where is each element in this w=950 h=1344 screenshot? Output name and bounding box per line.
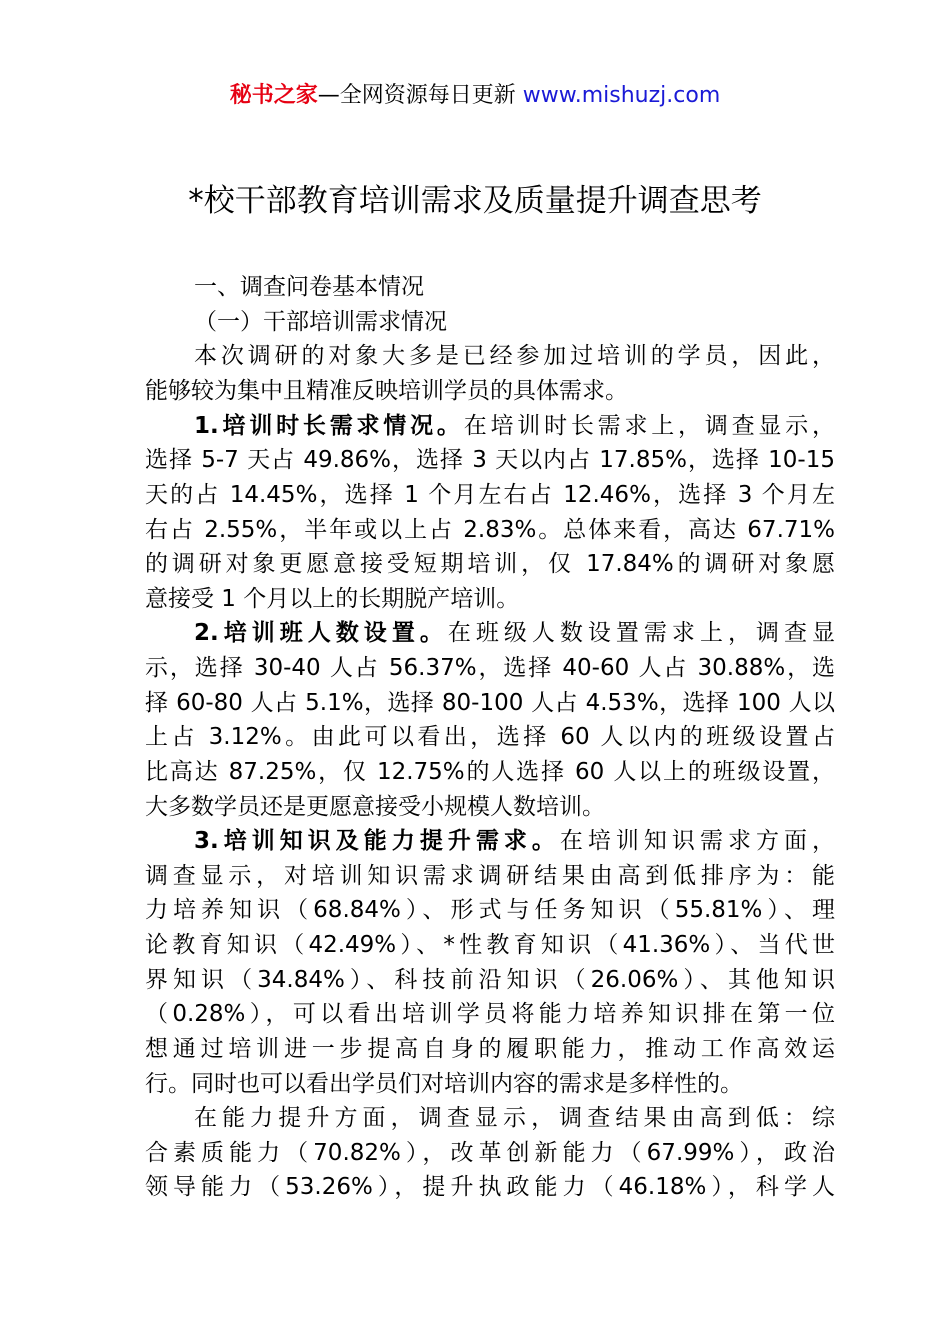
paragraph-line: 右占 2.55%，半年或以上占 2.83%。总体来看，高达 67.71%: [145, 517, 835, 543]
paragraph-line: 2.培训班人数设置。在班级人数设置需求上，调查显: [194, 620, 835, 646]
paragraph-line: 上占 3.12%。由此可以看出，选择 60 人以内的班级设置占: [145, 724, 835, 750]
paragraph-line: 比高达 87.25%，仅 12.75%的人选择 60 人以上的班级设置，: [145, 759, 835, 785]
site-url-link[interactable]: www.mishuzj.com: [522, 83, 721, 108]
site-header: [0, 80, 950, 112]
paragraph-line: 想通过培训进一步提高自身的履职能力，推动工作高效运: [145, 1036, 835, 1062]
paragraph-line: 1.培训时长需求情况。在培训时长需求上，调查显示，: [194, 413, 835, 439]
paragraph-line: 在能力提升方面，调查显示，调查结果由高到低：综: [194, 1105, 835, 1131]
paragraph-line: 合素质能力（70.82%），改革创新能力（67.99%），政治: [145, 1140, 835, 1166]
paragraph-line: 择 60-80 人占 5.1%，选择 80-100 人占 4.53%，选择 100 人以: [145, 690, 835, 716]
document-title: *校干部教育培训需求及质量提升调查思考: [188, 183, 762, 219]
section-heading: 一、调查问卷基本情况: [194, 274, 424, 300]
brand-name: 秘书之家: [229, 83, 318, 108]
subsection-heading: （一）干部培训需求情况: [194, 309, 447, 335]
paragraph-line: 界知识（34.84%）、科技前沿知识（26.06%）、其他知识: [145, 967, 835, 993]
paragraph-line: 本次调研的对象大多是已经参加过培训的学员，因此，: [194, 343, 835, 369]
point-heading: 2.培训班人数设置。: [194, 620, 448, 646]
paragraph-line: 能够较为集中且精准反映培训学员的具体需求。: [145, 378, 628, 404]
paragraph-line: 3.培训知识及能力提升需求。在培训知识需求方面，: [194, 828, 835, 854]
paragraph-line: 领导能力（53.26%），提升执政能力（46.18%），科学人: [145, 1174, 835, 1200]
paragraph-line: 论教育知识（42.49%）、*性教育知识（41.36%）、当代世: [145, 932, 835, 958]
paragraph-line: 天的占 14.45%，选择 1 个月左右占 12.46%，选择 3 个月左: [145, 482, 835, 508]
paragraph-line: 的调研对象更愿意接受短期培训，仅 17.84%的调研对象愿: [145, 551, 835, 577]
paragraph-line: 力培养知识（68.84%）、形式与任务知识（55.81%）、理: [145, 897, 835, 923]
paragraph-line: 大多数学员还是更愿意接受小规模人数培训。: [145, 794, 605, 820]
paragraph-line: 意接受 1 个月以上的长期脱产培训。: [145, 586, 520, 612]
header-tagline: —全网资源每日更新: [317, 83, 523, 108]
paragraph-line: （0.28%），可以看出培训学员将能力培养知识排在第一位: [145, 1001, 835, 1027]
paragraph-line: 示，选择 30-40 人占 56.37%，选择 40-60 人占 30.88%，选: [145, 655, 835, 681]
point-heading: 3.培训知识及能力提升需求。: [194, 828, 560, 854]
paragraph-line: 调查显示，对培训知识需求调研结果由高到低排序为：能: [145, 863, 835, 889]
paragraph-line: 行。同时也可以看出学员们对培训内容的需求是多样性的。: [145, 1071, 743, 1097]
paragraph-line: 选择 5-7 天占 49.86%，选择 3 天以内占 17.85%，选择 10-15: [145, 447, 835, 473]
point-heading: 1.培训时长需求情况。: [194, 413, 464, 439]
